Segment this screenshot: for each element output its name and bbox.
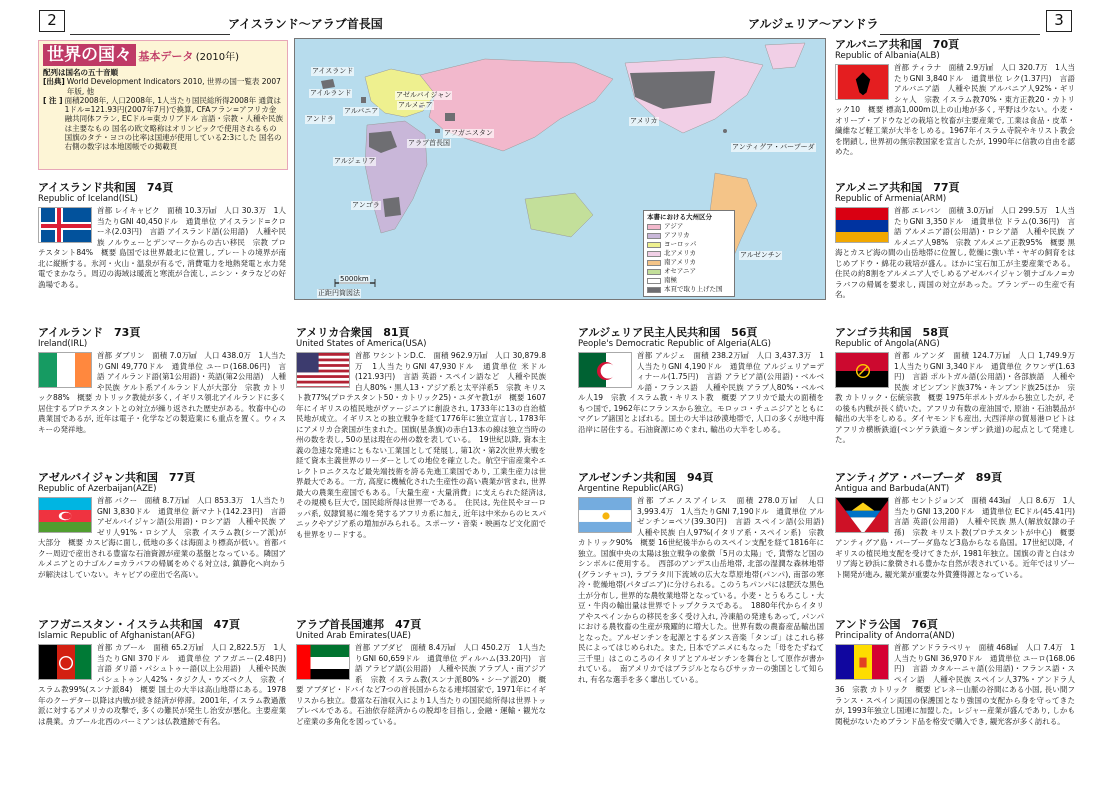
page-number-right: 3: [1046, 10, 1072, 32]
country-entry: [38, 183, 286, 290]
legend-swatch: [647, 269, 661, 275]
flag-argentina-icon: [578, 497, 632, 533]
legend-swatch: [647, 242, 661, 248]
sort-note: 配列は国名の五十音順: [43, 68, 118, 77]
country-entry: [835, 471, 1083, 580]
legend-item: [647, 249, 731, 258]
country-title: アルバニア共和国 70頁: [835, 38, 960, 51]
highlight-afghanistan: [445, 113, 455, 121]
country-description: 首都 アブダビ 面積 8.4万㎢ 人口 450.2万 1人当たりGNI 60,659ドル 通貨単位 ディルハム(33.20円) 言語 アラビア語(公用語) 人種や民族 アラブ人・南アジア系 宗教 イスラム教(スンナ派80%・シーア派20) 概要 アブダビ・ドバイなど7つの首長国からなる連邦国家で, 1971年にイギリスから独立。豊富な石油収入により1人当たりの国民総所得は世界トップレベルである。石油依存経済からの脱却を目指し, 金融・運輸・観光など産業の多角化を図っている。: [296, 643, 546, 726]
country-english-name: Republic of Armenia(ARM): [835, 193, 947, 204]
country-entry: [835, 40, 1075, 158]
legend-swatch: [647, 278, 661, 284]
flag-angola-icon: [835, 352, 889, 388]
header-rule: [70, 34, 230, 35]
page-number-left: 2: [39, 10, 65, 32]
map-label: アイスランド: [312, 67, 354, 75]
country-entry: [38, 328, 286, 435]
country-english-name: Republic of Iceland(ISL): [38, 193, 138, 204]
flag-antigua-icon: [835, 497, 889, 533]
map-label: アフガニスタン: [444, 129, 493, 137]
section-year: (2010年): [195, 52, 240, 63]
country-entry: [578, 328, 824, 435]
flag-iceland-icon: [38, 207, 92, 243]
highlight-ireland: [361, 97, 366, 103]
country-title: アルゼンチン共和国 94頁: [578, 471, 714, 484]
flag-andorra-icon: [835, 644, 889, 680]
legend-swatch: [647, 260, 661, 266]
map-label: アイルランド: [310, 89, 352, 97]
country-entry: [296, 620, 546, 727]
country-english-name: Islamic Republic of Afghanistan(AFG): [38, 630, 195, 641]
flag-uae-icon: [296, 644, 350, 680]
country-title: アルメニア共和国 77頁: [835, 181, 960, 194]
country-title: アフガニスタン・イスラム共和国 47頁: [38, 618, 240, 631]
country-description: 首都 アンドララベリャ 面積 468㎢ 人口 7.4万 1人当たりGNI 36,970ドル 通貨単位 ユーロ(168.06円) 言語 カタルーニャ語(公用語)・フランス語・スペイン語 人種や民族 スペイン人37%・アンドラ人36 宗教 カトリック 概要 ピレネー山脈の谷間にある小国, 長い間フランス・スペイン両国の保護国となり強国の支配から身を守ってきたが, 1993年独立し国連に加盟した。レジャー産業が盛んであり, しかも関税がないためブランド品を格安で購入でき, 観光客が多く訪れる。: [835, 643, 1075, 726]
header-rule: [880, 34, 1040, 35]
country-english-name: United States of America(USA): [296, 338, 427, 349]
section-title: 世界の国々: [43, 44, 136, 66]
country-english-name: Republic of Albania(ALB): [835, 50, 940, 61]
flag-usa-icon: [296, 352, 350, 388]
highlight-iceland: [321, 79, 335, 89]
country-entry: [578, 471, 832, 685]
country-english-name: Republic of Angola(ANG): [835, 338, 940, 349]
note-key: [ 注 ]: [43, 95, 63, 105]
legend-label: ヨーロッパ: [664, 240, 697, 248]
legend-swatch: [647, 233, 661, 239]
legend-label: アフリカ: [664, 231, 690, 239]
map-label: アンゴラ: [352, 201, 380, 209]
country-description: 首都 ワシントンD.C. 面積 962.9万㎢ 人口 30,879.8万 1人当たりGNI 47,930ドル 通貨単位 米ドル(121.93円) 言語 英語・スペイン語など 人種や民族 白人80%・黒人13・アジア系と太平洋系5 宗教 キリスト教77%(プロテスタント50・カトリック25)・ユダヤ教1が 概要 1607年にイギリスの植民地がヴァージニアに創設され, 1733年に13の自治植民地が成立。イギリスとの独立戦争を経て1776年に独立宣言し, 1783年にアメリカ合衆国が生まれた。国旗(星条旗)の赤白13本の線は独立当時の州の数を表し, 50の星は現在の州の数を表している。 19世紀以降, 資本主義の急速な発達にともない工業国として発展し, 第1次・第2次世界大戦を経て資本主義世界のリーダーとしての地位を確立した。航空宇宙産業やエレクトロニクスなど最先端技術を誇る先進工業国であり, 工業生産力は世界最大である。一方, 高度に機械化された生産性の高い農業が営まれ, 世界最大の農業生産国でもある。「大量生産・大量消費」に支えられた経済は, その規模も巨大で, 国民総所得は世界一である。 住民は, 先住民やヨーロッパ系, 奴隷貿易に端を発するアフリカ系に加え, 近年は中米からのヒスパニックやアジア系の増加がみられる。スポーツ・音楽・映画など文化面でも世界をリードする。: [296, 351, 546, 539]
legend-swatch: [647, 251, 661, 257]
legend-item: [647, 222, 731, 231]
legend-item: [647, 231, 731, 240]
country-description: 首都 レイキャビク 面積 10.3万㎢ 人口 30.3万 1人当たりGNI 40,450ドル 通貨単位 アイスランド=クローネ(2.03円) 言語 アイスランド語(公用語) 人種や民族 ノルウェーとデンマークからの古い移民 宗教 プロテスタント84% 概要 島国では世界最北に位置し, プレートの境界が南北に縦断する。氷河・火山・温泉が有るで, 消費電力を地熱発電と水力発電でまかなう。周辺の海域は暖流と寒流が合流し, ニシン・タラなどの好漁場である。: [38, 206, 286, 289]
country-title: アンゴラ共和国 58頁: [835, 326, 949, 339]
country-english-name: People's Democratic Republic of Algeria(ALG): [578, 338, 771, 349]
map-scale-label: 5000km: [340, 275, 369, 283]
highlight-uae: [435, 129, 440, 133]
legend-label: 北アメリカ: [664, 249, 697, 257]
country-description: 首都 アルジェ 面積 238.2万㎢ 人口 3,437.3万 1人当たりGNI 4,190ドル 通貨単位 アルジェリア=ディナール(1.75円) 言語 アラビア語(公用語)・ベルベル語・フランス語 人種や民族 アラブ人80%・ベルベル人19 宗教 イスラム教・キリスト教 概要 アフリカで最大の面積をもつ国で, 1962年にフランスから独立。モロッコ・チュニジアとともにマグレブ諸国とよばれる。国土の大半は砂漠地帯で, 人口の多くが地中海沿岸に居住する。石油資源にめぐまれ, 輸出の大半をしめる。: [578, 351, 824, 434]
country-english-name: Principality of Andorra(AND): [835, 630, 955, 641]
country-description: 首都 バクー 面積 8.7万㎢ 人口 853.3万 1人当たりGNI 3,830ドル 通貨単位 新マナト(142.23円) 言語 アゼルバイジャン語(公用語)・ロシア語 人種や民族 アゼリ人91%・ロシア人 宗教 イスラム教(シーア派)が大部分 概要 カスピ海に面し, 低地の多くは海面より標高が低い。首都バクー周辺で産出される豊富な石油資源が産業の基盤となっている。隣国アルメニアとのナゴルノ=カラバフの帰属をめぐる対立は, 鎮静化へ向かうが解決はしていない。キャビアの産出で名高い。: [38, 496, 286, 579]
country-title: アラブ首長国連邦 47頁: [296, 618, 422, 631]
country-entry: [296, 328, 546, 540]
flag-armenia-icon: [835, 207, 889, 243]
country-english-name: United Arab Emirates(UAE): [296, 630, 411, 641]
country-title: アルジェリア民主人民共和国 56頁: [578, 326, 758, 339]
country-english-name: Argentine Republic(ARG): [578, 483, 684, 494]
country-description: 首都 ダブリン 面積 7.0万㎢ 人口 438.0万 1人当たりGNI 49,770ドル 通貨単位 ユーロ(168.06円) 言語 アイルランド語(第1公用語)・英語(第2公用語) 人種や民族 ケルト系アイルランド人が大部分 宗教 カトリック88% 概要 カトリック教徒が多く, イギリス領北アイルランドに多く居住するプロテスタントとの対立が繰り返された歴史がある。牧畜中心の農業国であるが, 近年は電子・化学などの製造業にも重点を置く。ウィスキーの発祥地。: [38, 351, 286, 434]
legend-label: アジア: [664, 222, 684, 230]
legend-label: 本頁で取り上げた国: [664, 285, 723, 293]
legend-item: [647, 267, 731, 276]
flag-azerbaijan-icon: [38, 497, 92, 533]
country-title: アンティグア・バーブーダ 89頁: [835, 471, 1003, 484]
legend-title: 本書における大州区分: [647, 213, 712, 221]
country-title: アメリカ合衆国 81頁: [296, 326, 410, 339]
country-entry: [835, 326, 1083, 446]
legend-item: [647, 276, 731, 285]
map-legend: [643, 210, 735, 297]
country-entry: [835, 183, 1075, 301]
section-subtitle: 基本データ: [138, 50, 194, 63]
country-description: 首都 ブエノスアイレス 面積 278.0万㎢ 人口 3,993.4万 1人当たりGNI 7,190ドル 通貨単位 アルゼンチン=ペソ(39.30円) 言語 スペイン語(公用語) 人種や民族 白人97%(イタリア系・スペイン系) 宗教 カトリック90% 概要 16世紀後半からのスペイン支配を経て1816年に独立。国旗中央の太陽は独立戦争の象徴「5月の太陽」で, 貨幣など国のシンボルに使用する。 西部のアンデス山岳地帯, 北部の湿潤な森林地帯(グランチャコ), ラプラタ川下流域の広大な草原地帯(パンパ), 南部の寒冷・乾燥地帯(パタゴニア)に分けられる。このうちパンパには肥沃な黒色土が分布し, 世界的な農牧業地帯となっている。小麦・とうもろこし・大豆・牛肉の輸出量は世界でトップクラスである。 1880年代からイタリアやスペインからの移民を多く受け入れ, 冷凍船の発達もあって, パンパにおける農牧畜の生産が飛躍的に増大した。世界有数の農畜産品輸出国となった。アルゼンチンを起源とするダンス音楽「タンゴ」はこれら移民によってはじめられた。また, 日本でアニメにもなった「母をたずねて三千里」はこのころのイタリアとアルゼンチンを舞台として原作が書かれている。 南アメリカではブラジルとならびサッカーの強国として知られ, 有名な選手を多く輩出している。: [578, 496, 832, 684]
flag-albania-icon: [835, 64, 889, 100]
legend-swatch: [647, 287, 661, 293]
map-projection: 正距円筒図法: [318, 289, 360, 297]
country-title: アゼルバイジャン共和国 77頁: [38, 471, 196, 484]
country-english-name: Antigua and Barbuda(ANT): [835, 483, 950, 494]
map-label: アラブ首長国: [408, 139, 450, 147]
map-label: アンドラ: [306, 115, 334, 123]
country-english-name: Republic of Azerbaijan(AZE): [38, 483, 157, 494]
world-map-svg: [295, 39, 826, 300]
map-label: アンティグア・バーブーダ: [732, 143, 815, 151]
legend-label: 南極: [664, 276, 677, 284]
legend-label: 南アメリカ: [664, 258, 697, 266]
map-label: アルゼンチン: [740, 251, 782, 259]
country-entry: [38, 473, 286, 580]
running-head-right: アルジェリア～アンドラ: [748, 17, 879, 31]
country-title: アイスランド共和国 74頁: [38, 181, 174, 194]
source-key: [出典]: [43, 77, 65, 87]
legend-item: [647, 240, 731, 249]
country-english-name: Ireland(IRL): [38, 338, 88, 349]
country-description: 首都 ティラナ 面積 2.9万㎢ 人口 320.7万 1人当たりGNI 3,840ドル 通貨単位 レク(1.37円) 言語 アルバニア語 人種や民族 アルバニア人92%・ギリシャ人 宗教 イスラム教70%・東方正教20・カトリック10 概要 標高1,000m以上の山地が多く, 平野は少ない。小麦・オリーブ・ブドウなどの栽培と牧畜が主要産業で, 工業は食品・皮革・繊維など軽工業が大半をしめる。1967年イスラム寺院やキリスト教会を閉鎖し, 世界初の無宗教国家を宣言したが, 1990年に信教の自由を認めた。: [835, 63, 1075, 156]
country-entry: [835, 620, 1075, 727]
country-description: 首都 エレバン 面積 3.0万㎢ 人口 299.5万 1人当たりGNI 3,350ドル 通貨単位 ドラム(0.36円) 言語 アルメニア語(公用語)・ロシア語 人種や民族 アルメニア人98% 宗教 アルメニア正教95% 概要 黒海とカスピ海の間の山岳地帯に位置し, 乾燥に強い羊・ヤギの飼育をはじめブドウ・綿花の栽培が盛ん。ほかに宝石加工が主要産業である。住民の約8割をアルメニア人でしめるアゼルバイジャン領ナゴルノ=カラバフの帰属を要求し, 両国の対立があった。ブランデーの生産で有名。: [835, 206, 1075, 299]
running-head-left: アイスランド～アラブ首長国: [228, 17, 383, 31]
flag-algeria-icon: [578, 352, 632, 388]
map-label: アゼルバイジャン: [396, 91, 452, 99]
map-label: アルメニア: [398, 101, 433, 109]
source-text: World Development Indicators 2010, 世界の国一覧表 2007年版, 他: [66, 77, 281, 96]
country-title: アンドラ公国 76頁: [835, 618, 938, 631]
country-title: アイルランド 73頁: [38, 326, 141, 339]
legend-label: オセアニア: [664, 267, 696, 275]
country-description: 首都 カブール 面積 65.2万㎢ 人口 2,822.5万 1人当たりGNI 370ドル 通貨単位 アフガニー(2.48円) 言語 ダリ語・パシュトゥー語(以上公用語) 人種や民族 パシュトゥン人42%・タジク人・ウズベク人 宗教 イスラム教99%(スンナ派84) 概要 国土の大半は高山地帯にある。1978年のクーデター以降は内戦が続き経済が停滞。2001年, イスラム教過激派に対するアメリカの攻撃で, 多くの難民が発生し治安が悪化。主要産業は農業。カブール北西のバーミアンは仏教遺跡で有名。: [38, 643, 294, 726]
legend-swatch: [647, 224, 661, 230]
highlight-angola: [383, 197, 401, 217]
world-map: [294, 38, 826, 300]
map-label: アルバニア: [344, 107, 379, 115]
country-description: 首都 セントジョンズ 面積 443㎢ 人口 8.6万 1人当たりGNI 13,200ドル 通貨単位 ECドル(45.41円) 言語 英語(公用語) 人種や民族 黒人(解放奴隷の子孫) 宗教 キリスト教(プロテスタントが中心) 概要 アンティグア島・バーブーダ島など3島からなる島国。17世紀以降, イギリスの植民地支配を受けてきたが, 1981年独立。国旗の青と白はカリブ海と砂浜に象徴される豊かな自然が表されている。近年ではリゾート開発が進み, 観光業が重要な外貨獲得源となっている。: [835, 496, 1083, 579]
flag-ireland-icon: [38, 352, 92, 388]
legend-item: [647, 285, 731, 294]
legend-item: [647, 258, 731, 267]
country-entry: [38, 618, 294, 727]
flag-afghanistan-icon: [38, 644, 92, 680]
map-label: アルジェリア: [334, 157, 376, 165]
map-label: アメリカ: [630, 117, 658, 125]
intro-box: [38, 40, 288, 170]
country-description: 首都 ルアンダ 面積 124.7万㎢ 人口 1,749.9万 1人当たりGNI 3,340ドル 通貨単位 クワンザ(1.63円) 言語 ポルトガル語(公用語)・各部族語 人種や民族 オビンブンド族37%・キンブンド族25ほか 宗教 カトリック・伝統宗教 概要 1975年ポルトガルから独立したが, その後も内戦が長く続いた。アフリカ有数の産油国で, 原油・石油製品が輸出の大半をしめる。ダイヤモンドも産出, 大西洋岸の貿易港ロビトはアフリカ横断鉄道(ベンゲラ鉄道～タンザン鉄道)の起点として発達した。: [835, 351, 1083, 444]
note-text: 面積2008年, 人口2008年, 1人当たり国民総所得2008年 通貨は1ドル=121.93円(2007年7月)で換算, CFAフラン=アフリカ金融共同体フラン, ECドル=東カリブドル 言語・宗教・人種や民族は主要なもの 国名の欧文略称はオリンピックで使用されるもの 国旗のタテ・ヨコの比率は国連が使用している2:3にした 国名の右側の数字は本地図帳での掲載頁: [64, 95, 283, 152]
highlight-antigua: [723, 129, 727, 133]
